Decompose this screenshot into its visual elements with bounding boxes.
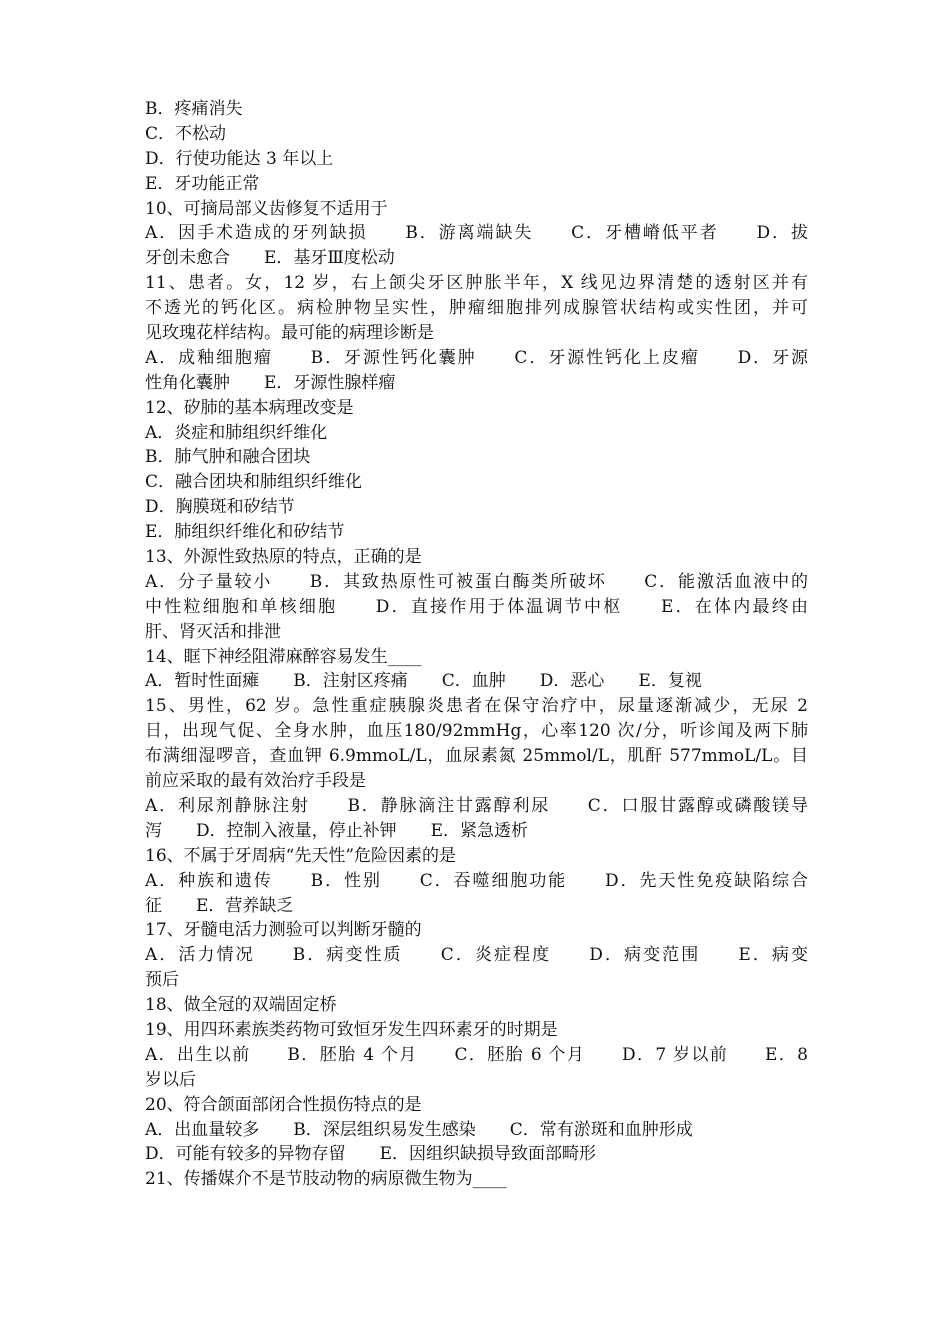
text-line: 见玫瑰花样结构。最可能的病理诊断是 (145, 323, 434, 344)
text-line: 前应采取的最有效治疗手段是 (145, 771, 366, 792)
text-line: D．可能有较多的异物存留 E．因组织缺损导致面部畸形 (145, 1144, 597, 1165)
text-line: B．疼痛消失 (145, 99, 243, 119)
text-line: A．利尿剂静脉注射 B．静脉滴注甘露醇利尿 C．口服甘露醇或磷酸镁导 (145, 795, 808, 816)
text-line: 13、外源性致热原的特点，正确的是 (145, 547, 422, 568)
text-line: 14、眶下神经阻滞麻醉容易发生____ (145, 646, 422, 667)
text-line: 18、做全冠的双端固定桥 (145, 995, 337, 1016)
text-line: E．肺组织纤维化和矽结节 (145, 522, 345, 543)
text-line: A．分子量较小 B．其致热原性可被蛋白酶类所破坏 C．能激活血液中的 (145, 571, 808, 592)
text-line: C．融合团块和肺组织纤维化 (145, 472, 363, 493)
text-line: 11、患者。女，12 岁，右上颌尖牙区肿胀半年，X 线见边界清楚的透射区并有 (145, 273, 808, 294)
text-line: 中性粒细胞和单核细胞 D．直接作用于体温调节中枢 E．在体内最终由 (145, 596, 808, 617)
text-line: A．成釉细胞瘤 B．牙源性钙化囊肿 C．牙源性钙化上皮瘤 D．牙源 (145, 347, 808, 368)
text-line: 20、符合颌面部闭合性损伤特点的是 (145, 1094, 422, 1115)
text-line: A．炎症和肺组织纤维化 (145, 422, 328, 443)
text-line: 10、可摘局部义齿修复不适用于 (145, 198, 388, 219)
text-line: 岁以后 (145, 1069, 196, 1090)
text-line: A．种族和遗传 B．性别 C．吞噬细胞功能 D．先天性免疫缺陷综合 (145, 870, 808, 891)
text-line: 肝、肾灭活和排泄 (145, 621, 281, 642)
text-line: 17、牙髓电活力测验可以判断牙髓的 (145, 920, 422, 941)
text-line: 预后 (145, 970, 179, 991)
text-line: 泻 D．控制入液量，停止补钾 E．紧急透析 (145, 820, 529, 841)
text-line: D．行使功能达 3 年以上 (145, 148, 334, 169)
text-line: C．不松动 (145, 123, 227, 144)
text-line: 16、不属于牙周病“先天性”危险因素的是 (145, 845, 457, 866)
text-line: 牙创未愈合 E．基牙Ⅲ度松动 (145, 248, 395, 269)
text-line: 性角化囊肿 E．牙源性腺样瘤 (145, 372, 396, 393)
text-line: A．出生以前 B．胚胎 4 个月 C．胚胎 6 个月 D．7 岁以前 E．8 (145, 1044, 808, 1065)
text-line: 不透光的钙化区。病检肿物呈实性，肿瘤细胞排列成腺管状结构或实性团，并可 (145, 298, 808, 319)
text-line: 日，出现气促、全身水肿，血压180/92mmHg，心率120 次/分，听诊闻及两下肺 (145, 721, 808, 742)
text-line: A．因手术造成的牙列缺损 B．游离端缺失 C．牙槽嵴低平者 D．拔 (145, 223, 808, 244)
text-line: A．出血量较多 B．深层组织易发生感染 C．常有淤斑和血肿形成 (145, 1119, 693, 1140)
text-line: B．肺气肿和融合团块 (145, 447, 311, 468)
text-line: A．活力情况 B．病变性质 C．炎症程度 D．病变范围 E．病变 (145, 945, 808, 966)
text-line: 征 E．营养缺乏 (145, 895, 294, 916)
text-line: 15、男性，62 岁。急性重症胰腺炎患者在保守治疗中，尿量逐渐减少，无尿 2 (145, 696, 808, 717)
text-line: E．牙功能正常 (145, 173, 260, 194)
text-line: 12、矽肺的基本病理改变是 (145, 397, 354, 418)
text-line: 布满细湿啰音，查血钾 6.9mmoL/L，血尿素氮 25mmol/L，肌酐 577mmoL/L。目 (145, 746, 808, 767)
text-line: A．暂时性面瘫 B．注射区疼痛 C．血肿 D．恶心 E．复视 (145, 671, 702, 692)
text-line: 19、用四环素族类药物可致恒牙发生四环素牙的时期是 (145, 1019, 558, 1040)
text-line: 21、传播媒介不是节肢动物的病原微生物为____ (145, 1169, 507, 1190)
text-line: D．胸膜斑和矽结节 (145, 497, 295, 518)
document-page (145, 97, 808, 1192)
